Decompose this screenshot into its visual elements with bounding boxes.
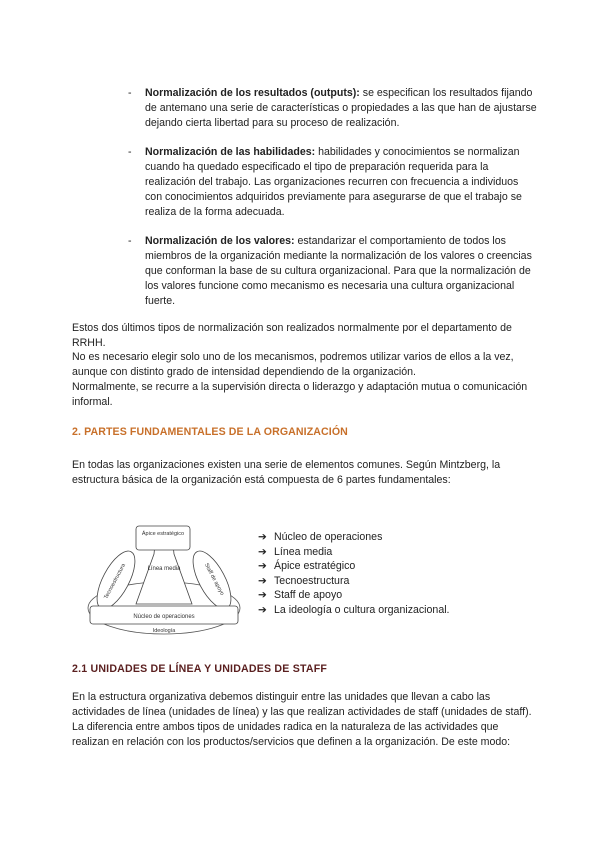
paragraph-rrhh: Estos dos últimos tipos de normalización son realizados normalmente por el departamento de RRHH.	[72, 322, 512, 349]
bullet-text: se especifican los resultados fijando de antemano una serie de características o propiedades a las que han de ajustarse dejando cierta libertad para su proceso de realización.	[145, 87, 537, 129]
bullet-dash: -	[128, 235, 132, 247]
list-item: ➔ Staff de apoyo	[258, 589, 343, 602]
paragraph-supervision: Normalmente, se recurre a la supervisión directa o liderazgo y adaptación mutua o comunicación informal.	[72, 381, 528, 408]
bullet-title: Normalización de las habilidades:	[145, 146, 316, 158]
arrow-icon: ➔	[258, 589, 267, 602]
staff-label: Staff de apoyo	[202, 562, 225, 597]
subsection-heading: 2.1 UNIDADES DE LÍNEA Y UNIDADES DE STAFF	[72, 663, 328, 675]
ideology-label: Ideología	[152, 628, 176, 634]
list-item: ➔ Línea media	[258, 545, 333, 558]
bullet-dash: -	[128, 87, 132, 99]
bullet-dash: -	[128, 146, 132, 158]
bullet-title: Normalización de los resultados (outputs):	[145, 87, 360, 99]
apex-box	[136, 526, 190, 550]
section-intro: En todas las organizaciones existen una serie de elementos comunes. Según Mintzberg, la estructura básica de la organización está compuesta de 6 partes fundamentales:	[72, 459, 501, 486]
list-item: ➔ Ápice estratégico	[258, 560, 356, 573]
arrow-icon: ➔	[258, 603, 267, 616]
bullet-results	[128, 86, 538, 131]
arrow-icon: ➔	[258, 531, 267, 543]
subsection-text: En la estructura organizativa debemos distinguir entre las unidades que llevan a cabo las actividades de línea (unidades de línea) y las que realizan actividades de staff (unidades de staff). La diferencia entre ambos tipos de unidades radica en la naturaleza de las actividades que realizan en relación con los productos/servicios que definen a la organización. De este modo:	[72, 691, 532, 748]
middle-label: Línea media	[147, 566, 181, 572]
core-label: Núcleo de operaciones	[133, 614, 195, 620]
bullet-title: Normalización de los valores:	[145, 235, 295, 247]
bullet-text: habilidades y conocimientos se normalizan cuando ha quedado especificado el tipo de preparación requerida para la realización del trabajo. Las organizaciones recurren con frecuencia a individuos con conocimientos adquiridos previamente para asegurarse de que el trabajo se realiza de la forma adecuada.	[145, 146, 522, 218]
mintzberg-diagram	[86, 520, 242, 636]
parts-list	[258, 530, 538, 618]
techno-label: Tecnoestructura	[103, 562, 127, 601]
list-item: ➔ Tecnoestructura	[258, 574, 350, 587]
bullet-values	[128, 234, 538, 309]
list-item: ➔ La ideología o cultura organizacional.	[258, 603, 450, 616]
section-heading: 2. PARTES FUNDAMENTALES DE LA ORGANIZACIÓN	[72, 426, 348, 438]
bullet-skills	[128, 145, 538, 220]
apex-label: Ápice estratégico	[141, 531, 185, 537]
arrow-icon: ➔	[258, 560, 267, 573]
bullet-text: estandarizar el comportamiento de todos los miembros de la organización mediante la normalización de los valores o creencias que conforman la base de su cultura organizacional. Para que la normalización de los valores funcione como mecanismo es necesaria una cultura organizacional fuerte.	[145, 235, 532, 307]
list-item: ➔ Núcleo de operaciones	[258, 531, 383, 543]
arrow-icon: ➔	[258, 574, 267, 587]
arrow-icon: ➔	[258, 545, 267, 558]
paragraph-mechanisms: No es necesario elegir solo uno de los mecanismos, podremos utilizar varios de ellos a la vez, aunque con distinto grado de intensidad dependiendo de la organización.	[72, 351, 514, 378]
